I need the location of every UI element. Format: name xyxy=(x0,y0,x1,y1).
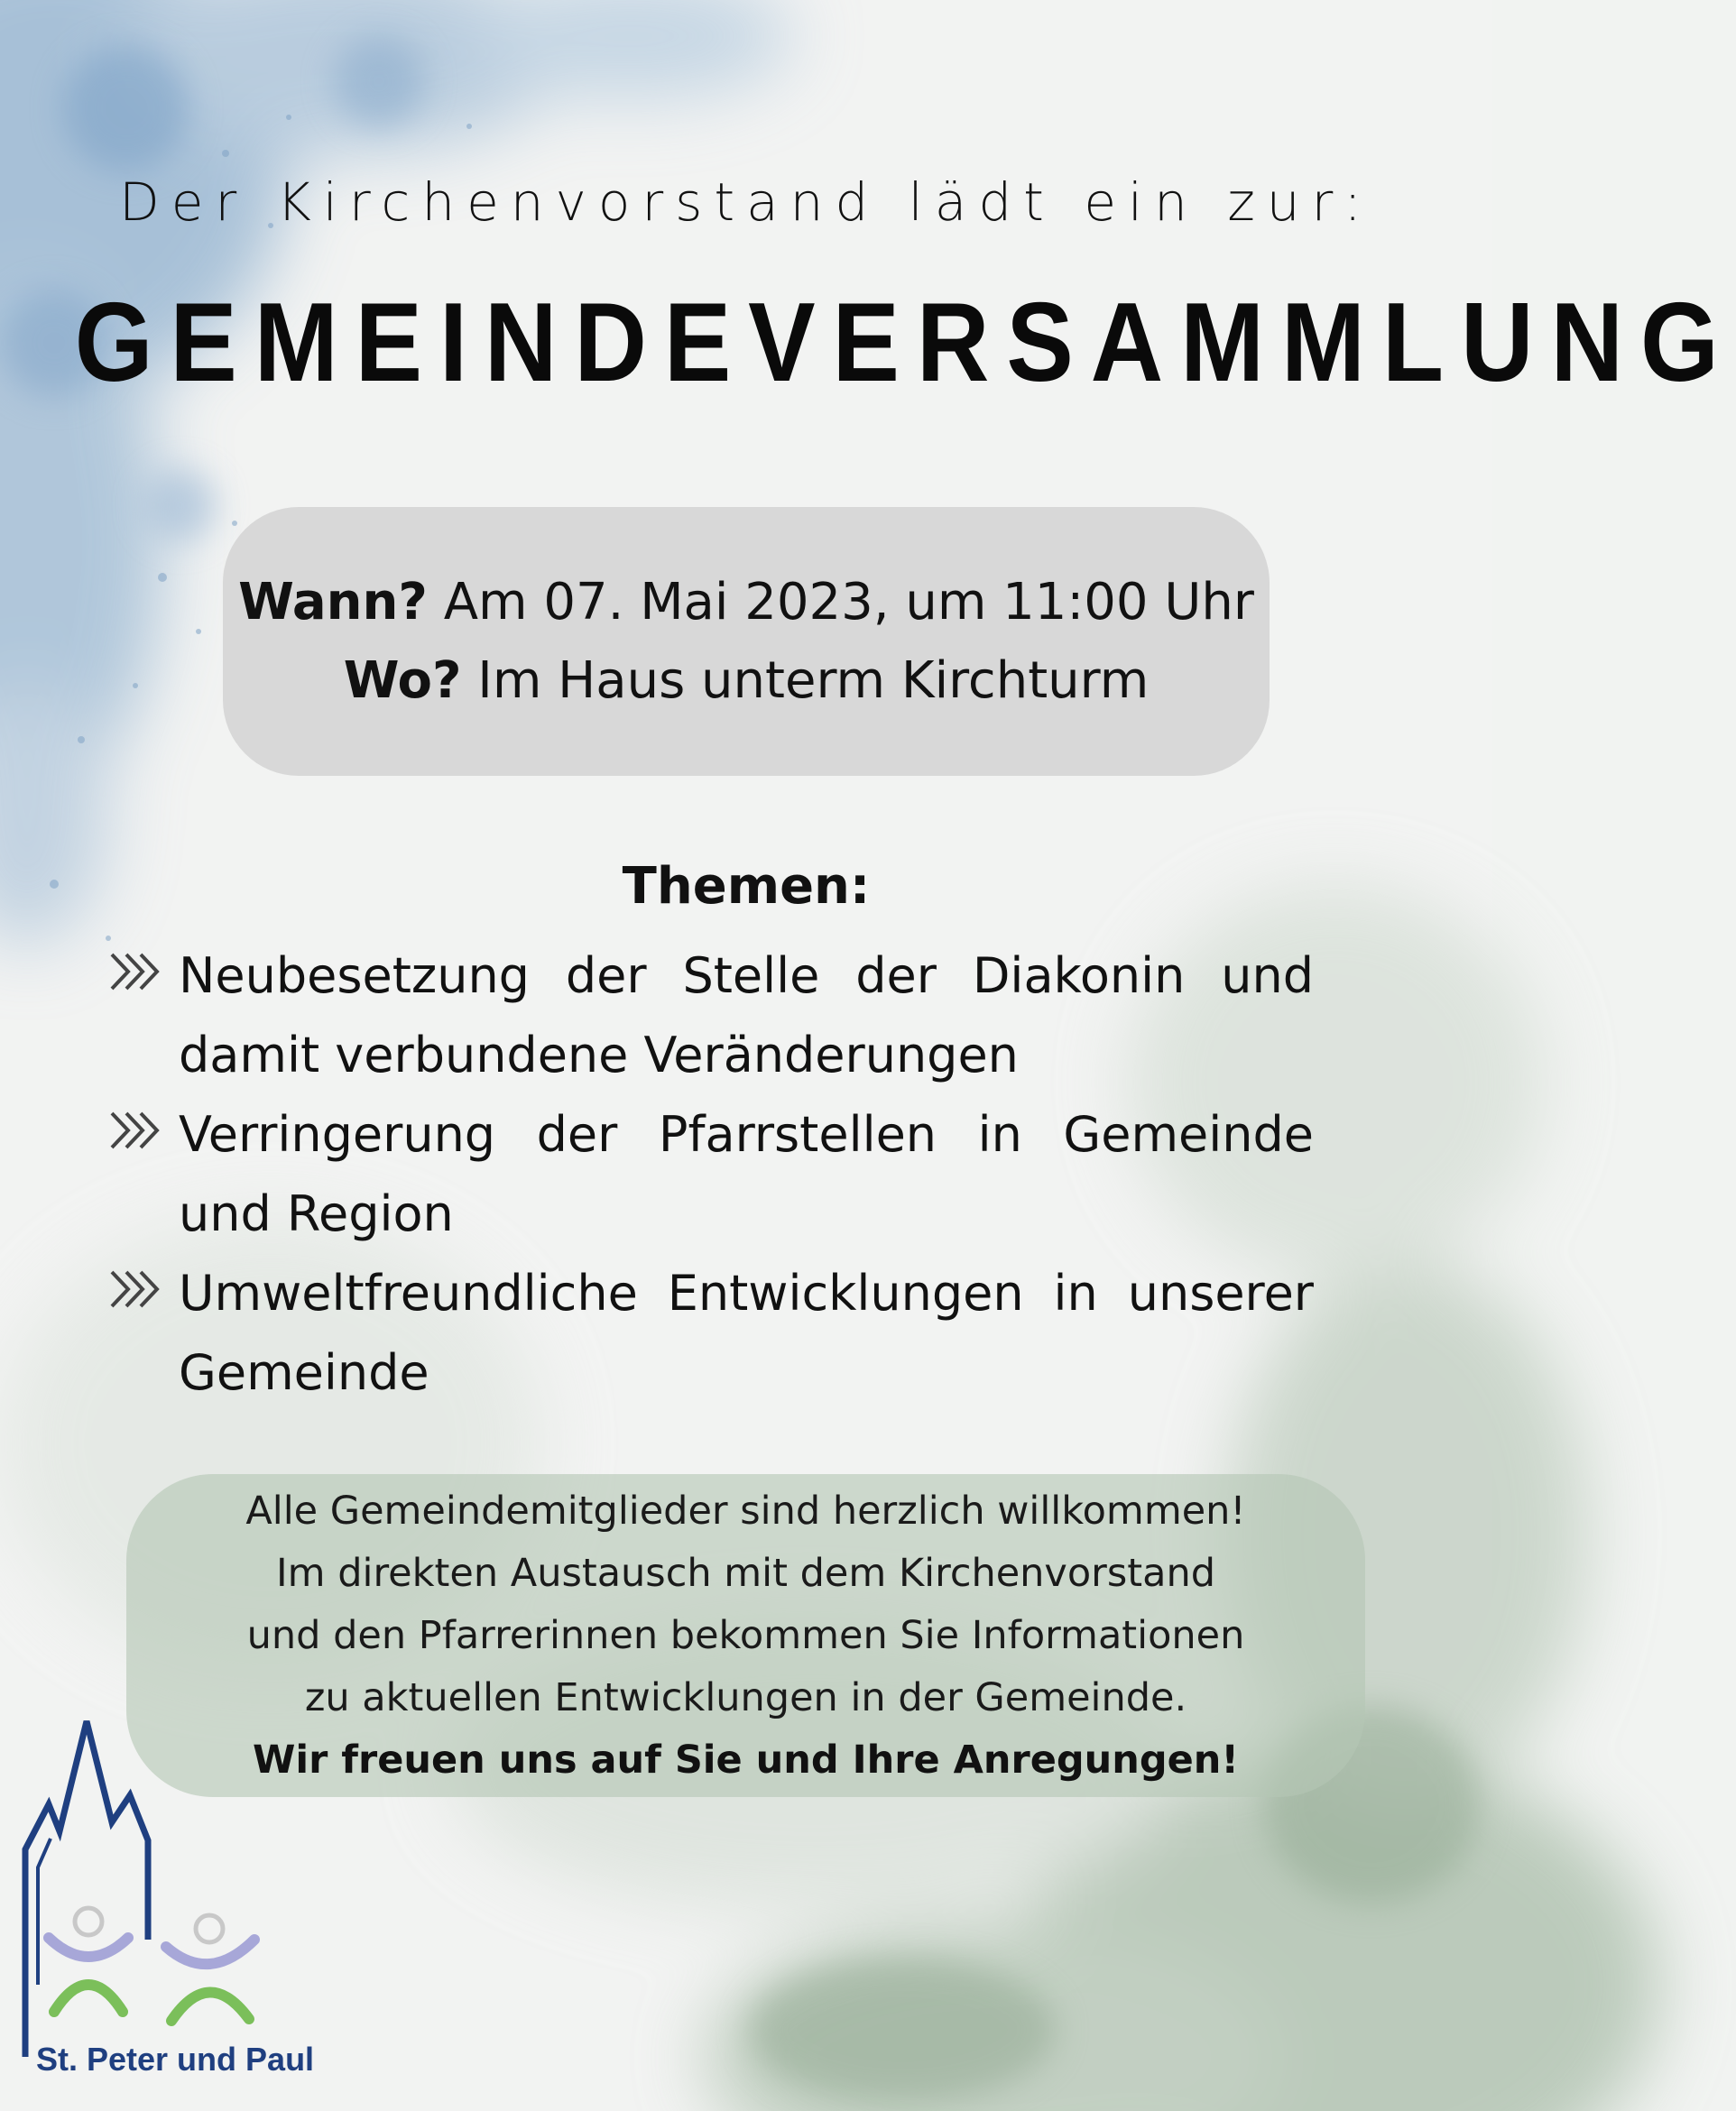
list-item xyxy=(108,1095,1314,1254)
logo-text: St. Peter und Paul xyxy=(36,2041,315,2078)
church-logo xyxy=(13,1714,283,2093)
when-value: Am 07. Mai 2023, um 11:00 Uhr xyxy=(443,573,1254,631)
themes-list xyxy=(108,936,1314,1413)
where-line xyxy=(344,651,1150,710)
themes-heading: Themen: xyxy=(622,857,871,916)
when-line xyxy=(238,573,1254,631)
topic-text: Neubesetzung der Stelle der Diakonin und damit verbundene Veränderungen xyxy=(179,947,1314,1083)
triple-chevron-icon xyxy=(108,949,179,994)
event-details-box xyxy=(223,507,1270,776)
welcome-line: Alle Gemeindemitglieder sind herzlich willkommen! xyxy=(245,1488,1246,1534)
triple-chevron-icon xyxy=(108,1267,179,1312)
where-value: Im Haus unterm Kirchturm xyxy=(477,651,1150,710)
welcome-box xyxy=(126,1474,1365,1797)
list-item xyxy=(108,1254,1314,1413)
welcome-line: und den Pfarrerinnen bekommen Sie Informationen xyxy=(246,1612,1245,1658)
welcome-line: Im direkten Austausch mit dem Kirchenvorstand xyxy=(275,1550,1216,1596)
when-label: Wann? xyxy=(238,573,428,631)
topic-text: Umweltfreundliche Entwicklungen in unserer Gemeinde xyxy=(179,1265,1314,1401)
list-item xyxy=(108,936,1314,1095)
welcome-closing: Wir freuen uns auf Sie und Ihre Anregungen! xyxy=(252,1737,1240,1783)
triple-chevron-icon xyxy=(108,1108,179,1153)
page-title: GEMEINDEVERSAMMLUNG xyxy=(74,281,1736,405)
where-label: Wo? xyxy=(343,651,462,710)
intro-text: Der Kirchenvorstand lädt ein zur: xyxy=(119,171,1373,233)
topic-text: Verringerung der Pfarrstellen in Gemeinde und Region xyxy=(179,1106,1314,1242)
welcome-line: zu aktuellen Entwicklungen in der Gemeinde. xyxy=(304,1674,1187,1720)
